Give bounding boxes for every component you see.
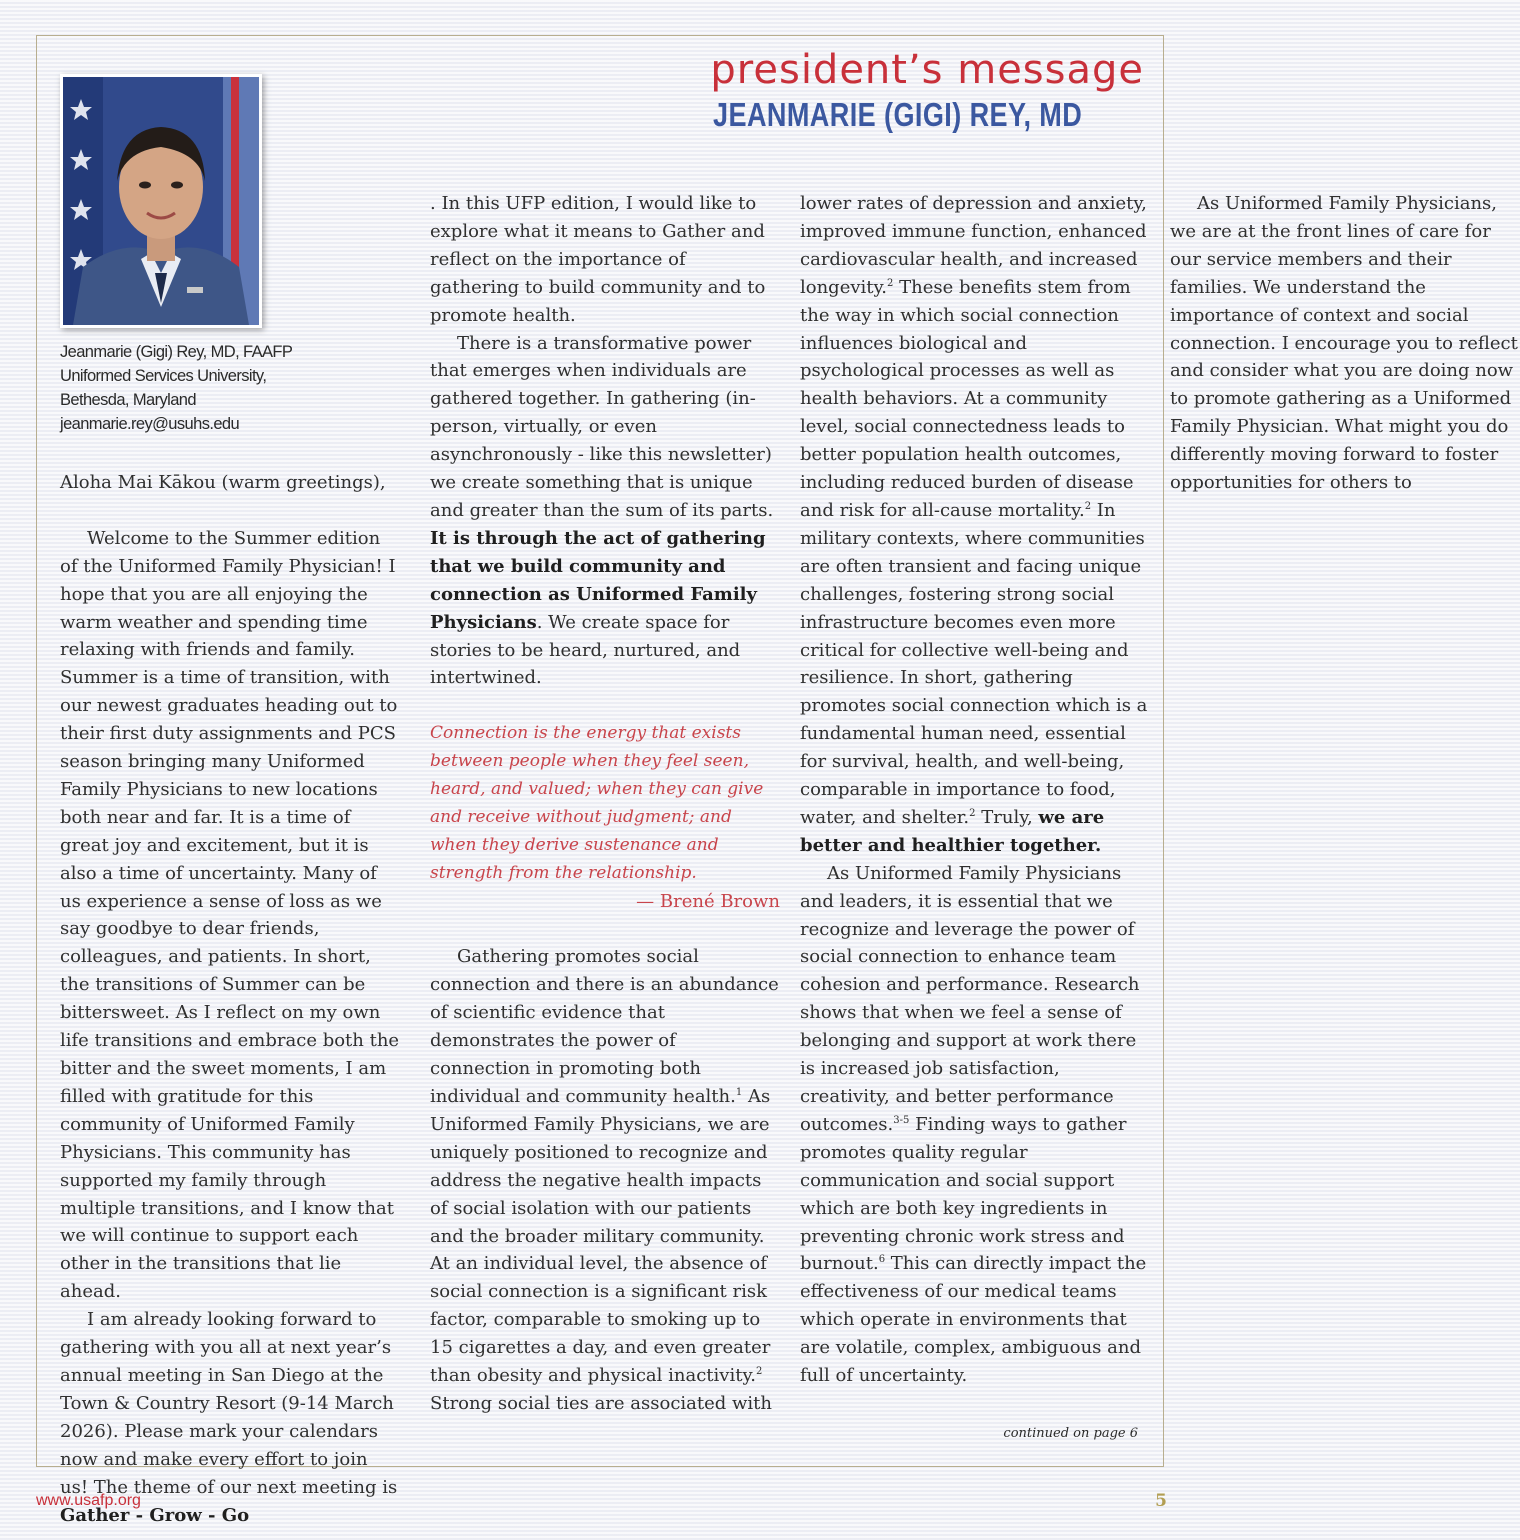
- paragraph-team-cohesion: As Uniformed Family Physicians and leaders, it is essential that we recognize and leverage the power of social connection to enhance team cohesion and performance. Research shows that when we feel a sense of belonging and support at work there is increased job satisfaction, creativity, and better performance outcomes.$^{3-5}$ Finding ways to gather promotes quality regular communication and social support which are both key ingredients in preventing chronic work stress and burnout.$^6$ This can directly impact the effectiveness of our medical teams which operate in environments that are volatile, complex, ambiguous and full of uncertainty.: [800, 862, 1147, 1387]
- bio-location: Bethesda, Maryland: [60, 391, 196, 409]
- greeting: Aloha Mai Kākou (warm greetings),: [60, 472, 386, 493]
- paragraph-social-connection: Gathering promotes social connection and there is an abundance of scientific evidence that demonstrates the power of connection in promoting both individual and community health.$^1$ As Uniformed Family Physicians, we are uniquely positioned to recognize and address the negative health impacts of social isolation with our patients and the broader military community. At an individual level, the absence of social connection is a significant risk factor, comparable to smoking up to 15 cigarettes a day, and even greater than obesity and physical inactivity.$^2$ Strong social ties are associated with lower rates of depression and anxiety, improved immune function, enhanced cardiovascular health, and increased longevity.$^2$ These benefits stem from the way in which social connection influences biological and psychological processes as well as health behaviors. At a community level, social connectedness leads to better population health outcomes, including reduced burden of disease and risk for all-cause mortality.$^2$ In military contexts, where communities are often transient and facing unique challenges, fostering strong social infrastructure becomes even more critical for collective well-being and resilience. In short, gathering promotes social connection which is a fundamental human need, essential for survival, health, and well-being, comparable in importance to food, water, and shelter.$^2$ Truly, we are better and healthier together.: [430, 193, 1148, 1414]
- pull-quote: Connection is the energy that exists between people when they feel seen, heard, and valued; when they can give and receive without judgment; and when they derive sustenance and strength from the relationship.: [430, 723, 764, 883]
- paragraph-welcome: Welcome to the Summer edition of the Uniformed Family Physician! I hope that you are all enjoying the warm weather and spending time relaxing with friends and family. Summer is a time of transition, with our newest graduates heading out to their first duty assignments and PCS season bringing many Uniformed Family Physicians to new locations both near and far. It is a time of great joy and excitement, but it is also a time of uncertainty. Many of us experience a sense of loss as we say goodbye to dear friends, colleagues, and patients. In short, the transitions of Summer can be bittersweet. As I reflect on my own life transitions and embrace both the bitter and the sweet moments, I am filled with gratitude for this community of Uniformed Family Physicians. This community has supported my family through multiple transitions, and I know that we will continue to support each other in the transitions that lie ahead.: [60, 527, 400, 1303]
- page-number: 5: [1155, 1491, 1167, 1511]
- key-statement-together: we are better and healthier together.: [800, 806, 1105, 856]
- footer-website-link[interactable]: www.usafp.org: [36, 1492, 141, 1509]
- key-statement-gathering: It is through the act of gathering that we build community and connection as Uniformed Family Physicians: [430, 527, 766, 633]
- author-bio: [60, 340, 360, 436]
- bio-email-link[interactable]: jeanmarie.rey@usuhs.edu: [60, 415, 240, 433]
- pull-quote-author: — Brené Brown: [636, 890, 780, 912]
- paragraph-annual-meeting-continued: . In this UFP edition, I would like to explore what it means to Gather and reflect on the importance of gathering to build community and to promote health.: [430, 193, 766, 326]
- paragraph-annual-meeting: I am already looking forward to gathering with you all at next year’s annual meeting in San Diego at the Town & Country Resort (9-14 March 2026). Please mark your calendars now and make every effort to join us! The theme of our next meeting is Gather - Grow - Go: [60, 1309, 398, 1526]
- bio-affiliation: Uniformed Services University,: [60, 367, 267, 385]
- paragraph-front-lines: As Uniformed Family Physicians, we are at the front lines of care for our service members and their families. We understand the importance of context and social connection. I encourage you to reflect and consider what you are doing now to promote gathering as a Uniformed Family Physician. What might you do differently moving forward to foster opportunities for others to: [1170, 193, 1518, 494]
- author-name: JEANMARIE (GIGI) REY, MD: [712, 96, 1082, 133]
- bio-credentials: Jeanmarie (Gigi) Rey, MD, FAAFP: [60, 343, 293, 361]
- article-flow: [430, 190, 1518, 1442]
- section-title: president’s message: [710, 47, 1144, 93]
- paragraph-transformative-power: There is a transformative power that emerges when individuals are gathered together. In gathering (in-person, virtually, or even asynchronously - like this newsletter) we create something that is unique and greater than the sum of its parts. It is through the act of gathering that we build community and connection as Uniformed Family Physicians. We create space for stories to be heard, nurtured, and intertwined.: [430, 332, 774, 689]
- continued-note: continued on page 6: [1003, 1426, 1138, 1441]
- author-portrait-photo: [60, 74, 262, 328]
- meeting-theme: Gather - Grow - Go: [60, 1504, 250, 1526]
